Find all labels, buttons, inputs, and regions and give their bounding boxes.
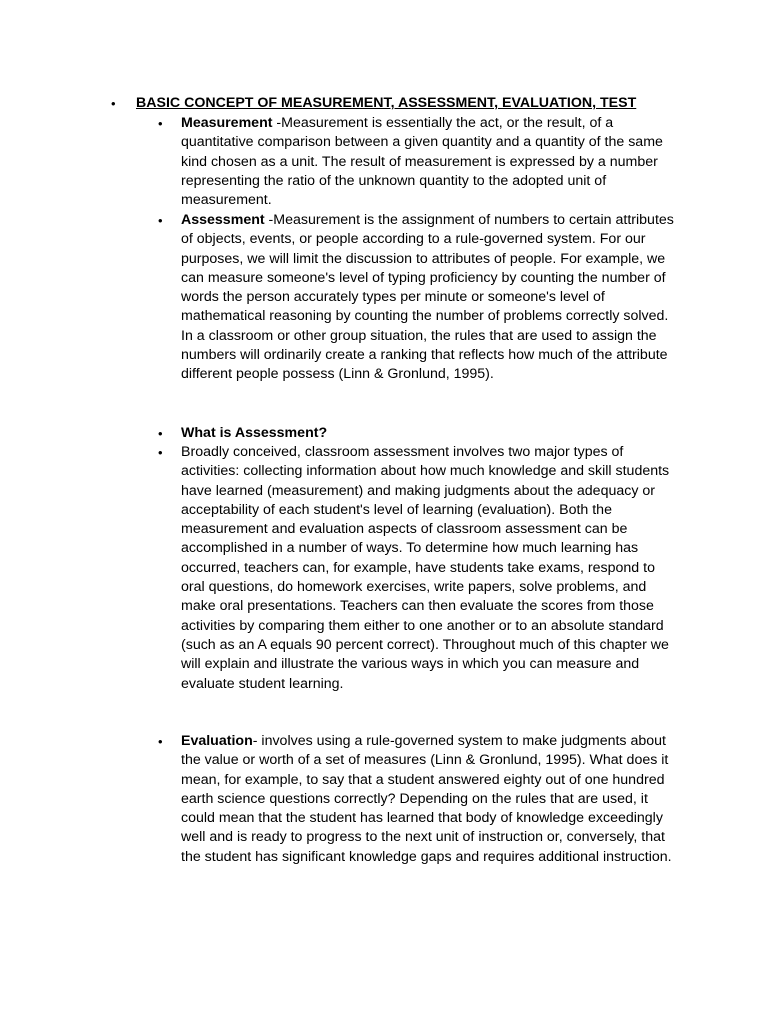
text-broadly-conceived: Broadly conceived, classroom assessment involves two major types of activities: collecting information about how much knowledge and skill students have learned (measurement) and making judgments about the adequacy or acceptability of each student's level of learning (evaluation). Both the measurement and evaluation aspects of classroom assessment can be accomplished in a number of ways. To determine how much learning has occurred, teachers can, for example, have students take exams, respond to oral questions, do homework exercises, write papers, solve problems, and make oral presentations. Teachers can then evaluate the scores from those activities by comparing them either to one another or to an absolute standard (such as an A equals 90 percent correct). Throughout much of this chapter we will explain and illustrate the various ways in which you can measure and evaluate student learning.: [181, 444, 670, 692]
paragraph-measurement: [181, 114, 681, 210]
heading-bullet: •: [111, 96, 116, 111]
term-evaluation: Evaluation: [181, 733, 253, 749]
text-measurement: -Measurement is essentially the act, or the result, of a quantitative comparison between a given quantity and a quantity of the same kind chosen as a unit. The result of measurement is expressed by a number representing the ratio of the unknown quantity to the adopted unit of measurement.: [181, 115, 663, 209]
bullet-assessment: •: [158, 213, 163, 228]
page-heading: BASIC CONCEPT OF MEASUREMENT, ASSESSMENT, EVALUATION, TEST: [136, 95, 637, 111]
paragraph-assessment: [181, 211, 681, 385]
paragraph-evaluation: [181, 732, 681, 867]
text-assessment: -Measurement is the assignment of numbers to certain attributes of objects, events, or people according to a rule-governed system. For our purposes, we will limit the discussion to attributes of people. For example, we can measure someone's level of typing proficiency by counting the number of words the person accurately types per minute or someone's level of mathematical reasoning by counting the number of problems correctly solved. In a classroom or other group situation, the rules that are used to assign the numbers will ordinarily create a ranking that reflects how much of the attribute different people possess (Linn & Gronlund, 1995).: [181, 212, 674, 383]
bullet-measurement: •: [158, 116, 163, 131]
term-measurement: Measurement: [181, 115, 273, 131]
term-what-is-assessment: What is Assessment?: [181, 425, 328, 441]
bullet-what-is-assessment: •: [158, 426, 163, 441]
bullet-evaluation: •: [158, 734, 163, 749]
text-evaluation: - involves using a rule-governed system to make judgments about the value or worth of a set of measures (Linn & Gronlund, 1995). What does it mean, for example, to say that a student answered eighty out of one hundred earth science questions correctly? Depending on the rules that are used, it could mean that the student has learned that body of knowledge exceedingly well and is ready to progress to the next unit of instruction or, conversely, that the student has significant knowledge gaps and requires additional instruction.: [181, 733, 672, 865]
paragraph-broadly-conceived: [181, 443, 681, 694]
term-assessment: Assessment: [181, 212, 265, 228]
paragraph-what-is-assessment: [181, 424, 681, 443]
bullet-broadly-conceived: •: [158, 445, 163, 460]
